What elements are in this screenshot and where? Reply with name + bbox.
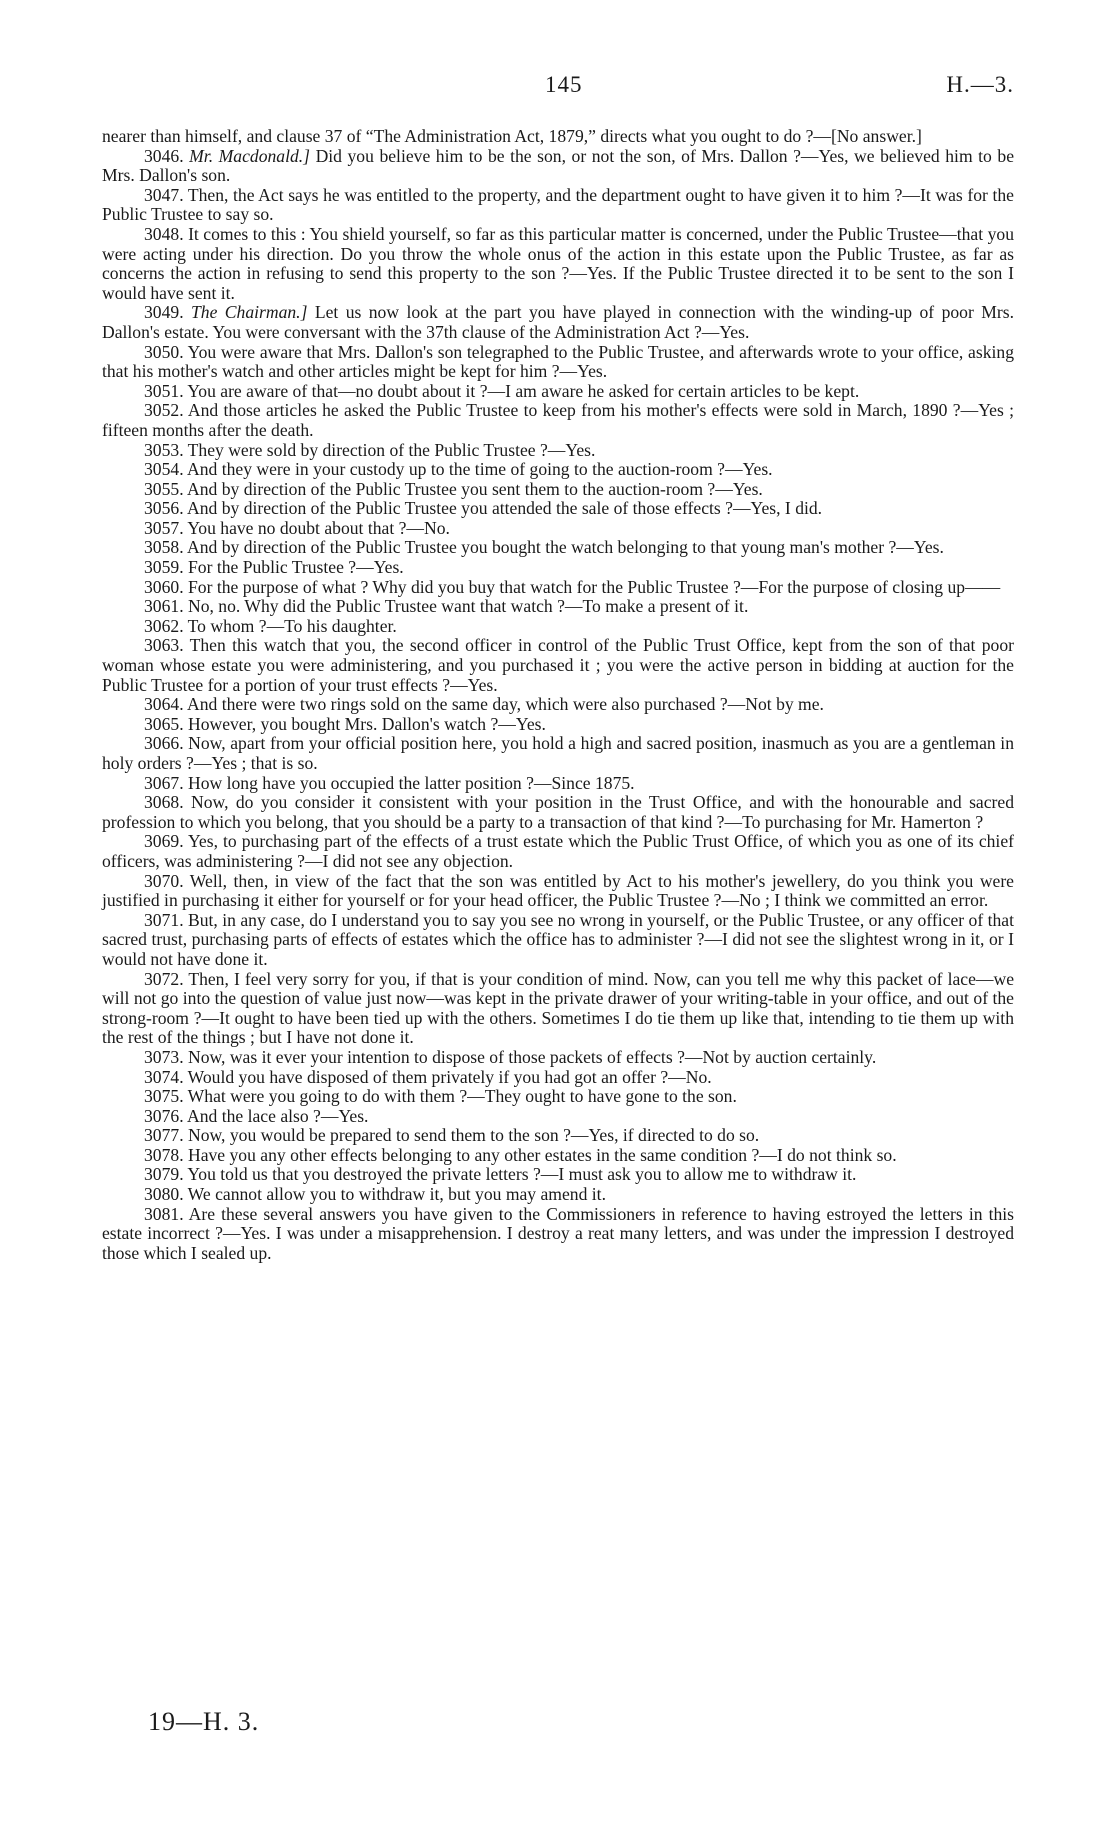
paragraph-text: 3079. You told us that you destroyed the private letters ?—I must ask you to allow me to withdraw it. — [144, 1164, 857, 1185]
paragraph-text: 3073. Now, was it ever your intention to dispose of those packets of effects ?—Not by auction certainly. — [144, 1046, 877, 1067]
paragraph — [102, 1146, 1014, 1166]
paragraph — [102, 734, 1014, 773]
document-reference: H.—3. — [946, 72, 1014, 97]
paragraph-text: 3060. For the purpose of what ? Why did you buy that watch for the Public Trustee ?—For the purpose of closing up—— — [144, 576, 1001, 597]
paragraph — [102, 617, 1014, 637]
paragraph-text: 3065. However, you bought Mrs. Dallon's watch ?—Yes. — [144, 713, 546, 734]
paragraph — [102, 1185, 1014, 1205]
paragraph — [102, 1068, 1014, 1088]
paragraph-text: 3063. Then this watch that you, the second officer in control of the Public Trust Office, kept from the son of that poor woman whose estate you were administering, and you purchased it ; you were the active person in bidding at auction for the Public Trustee for a portion of your trust effects ?—Yes. — [102, 635, 1014, 695]
speaker-label: 3049. The Chairman.] — [144, 302, 308, 323]
paragraph-text: 3077. Now, you would be prepared to send them to the son ?—Yes, if directed to do so. — [144, 1125, 760, 1146]
paragraph — [102, 793, 1014, 832]
paragraph — [102, 911, 1014, 970]
paragraph-text: 3050. You were aware that Mrs. Dallon's son telegraphed to the Public Trustee, and afterwards wrote to your office, asking that his mother's watch and other articles might be kept for him ?—Yes. — [102, 341, 1014, 382]
paragraph — [102, 382, 1014, 402]
paragraph — [102, 636, 1014, 695]
paragraph-text: 3057. You have no doubt about that ?—No. — [144, 517, 450, 538]
paragraph — [102, 343, 1014, 382]
paragraph — [102, 774, 1014, 794]
paragraph-text: 3069. Yes, to purchasing part of the effects of a trust estate which the Public Trust Office, of which you as one of its chief officers, was administering ?—I did not see any objection. — [102, 831, 1014, 871]
printer-signature-mark: 19—H. 3. — [148, 1707, 260, 1736]
paragraph — [102, 538, 1014, 558]
paragraph-text: 3072. Then, I feel very sorry for you, if that is your condition of mind. Now, can you tell me why this packet of lace—we will not go into the question of value just now—was kept in the private drawer of your writing-table in your office, and out of the strong-room ?—It ought to have been tied up with the others. Sometimes I do tie them up like that, intending to tie them up with the rest of the things ; but I have not done it. — [102, 968, 1014, 1048]
paragraph — [102, 441, 1014, 461]
paragraph-text: 3075. What were you going to do with them ?—They ought to have gone to the son. — [144, 1086, 737, 1107]
paragraph — [102, 597, 1014, 617]
paragraph-text: 3056. And by direction of the Public Trustee you attended the sale of those effects ?—Yes, I did. — [144, 498, 823, 519]
paragraph-text: 3048. It comes to this : You shield yourself, so far as this particular matter is concerned, under the Public Trustee—that you were acting under his direction. Do you throw the whole onus of the action in this estate upon the Public Trustee, as far as concerns the action in refusing to send this property to the son ?—Yes. If the Public Trustee directed it to be sent to the son I would have sent it. — [102, 223, 1014, 303]
paragraph-text: 3064. And there were two rings sold on the same day, which were also purchased ?—Not by me. — [144, 694, 824, 715]
paragraph-text: 3047. Then, the Act says he was entitled to the property, and the department ought to have given it to him ?—It was for the Public Trustee to say so. — [102, 184, 1014, 225]
paragraph-text: 3058. And by direction of the Public Trustee you bought the watch belonging to that young man's mother ?—Yes. — [144, 537, 944, 558]
paragraph-text: 3081. Are these several answers you have given to the Commissioners in reference to having estroyed the letters in this estate incorrect ?—Yes. I was under a misapprehension. I destroy a reat many letters, and was under the impression I destroyed those which I sealed up. — [102, 1203, 1014, 1263]
page-header — [0, 72, 1114, 104]
paragraph — [102, 1048, 1014, 1068]
paragraph-text: 3055. And by direction of the Public Trustee you sent them to the auction-room ?—Yes. — [144, 478, 763, 499]
paragraph — [102, 1165, 1014, 1185]
paragraph-text: Let us now look at the part you have played in connection with the winding-up of poor Mrs. Dallon's estate. You were conversant with the 37th clause of the Administration Act ?—Yes. — [102, 302, 1014, 342]
paragraph-text: 3078. Have you any other effects belonging to any other estates in the same condition ?—I do not think so. — [144, 1144, 897, 1165]
paragraph-text: 3051. You are aware of that—no doubt about it ?—I am aware he asked for certain articles to be kept. — [144, 380, 860, 401]
paragraph — [102, 578, 1014, 598]
paragraph-text: 3059. For the Public Trustee ?—Yes. — [144, 557, 404, 578]
paragraph-text: 3070. Well, then, in view of the fact that the son was entitled by Act to his mother's jewellery, do you think you were justified in purchasing it either for yourself or for your head officer, the Public Trustee ?—No ; I think we committed an error. — [102, 870, 1014, 911]
paragraph — [102, 480, 1014, 500]
paragraph — [102, 1126, 1014, 1146]
paragraph — [102, 460, 1014, 480]
paragraph-text: 3071. But, in any case, do I understand you to say you see no wrong in yourself, or the Public Trustee, or any officer of that sacred trust, purchasing parts of effects of estates which the office has to administer ?—I did not see the slightest wrong in it, or I would not have done it. — [102, 909, 1014, 969]
paragraph-text: 3067. How long have you occupied the latter position ?—Since 1875. — [144, 772, 635, 793]
paragraph — [102, 401, 1014, 440]
paragraph — [102, 186, 1014, 225]
paragraph — [102, 970, 1014, 1048]
paragraph-text: 3054. And they were in your custody up to the time of going to the auction-room ?—Yes. — [144, 459, 773, 480]
paragraph — [102, 519, 1014, 539]
document-body — [102, 127, 1014, 1263]
page-number: 145 — [545, 72, 583, 97]
paragraph — [102, 715, 1014, 735]
paragraph — [102, 225, 1014, 303]
paragraph-text: 3062. To whom ?—To his daughter. — [144, 615, 397, 636]
paragraph — [102, 832, 1014, 871]
paragraph — [102, 127, 1014, 147]
paragraph — [102, 558, 1014, 578]
paragraph — [102, 499, 1014, 519]
paragraph — [102, 1205, 1014, 1264]
paragraph-text: Did you believe him to be the son, or not the son, of Mrs. Dallon ?—Yes, we believed him to be Mrs. Dallon's son. — [102, 145, 1015, 186]
paragraph — [102, 1107, 1014, 1127]
paragraph — [102, 1087, 1014, 1107]
paragraph-text: 3080. We cannot allow you to withdraw it, but you may amend it. — [144, 1184, 606, 1205]
paragraph-text: nearer than himself, and clause 37 of “The Administration Act, 1879,” directs what you ought to do ?—[No answer.] — [102, 126, 922, 146]
paragraph-text: 3053. They were sold by direction of the Public Trustee ?—Yes. — [144, 439, 596, 460]
speaker-label: 3046. Mr. Macdonald.] — [144, 145, 311, 166]
paragraph-text: 3061. No, no. Why did the Public Trustee want that watch ?—To make a present of it. — [144, 596, 749, 617]
paragraph-text: 3052. And those articles he asked the Public Trustee to keep from his mother's effects were sold in March, 1890 ?—Yes ; fifteen months after the death. — [102, 400, 1014, 440]
paragraph-text: 3074. Would you have disposed of them privately if you had got an offer ?—No. — [144, 1066, 712, 1087]
paragraph — [102, 303, 1014, 342]
paragraph — [102, 695, 1014, 715]
paragraph-text: 3076. And the lace also ?—Yes. — [144, 1105, 369, 1126]
paragraph — [102, 147, 1014, 186]
paragraph-text: 3068. Now, do you consider it consistent with your position in the Trust Office, and with the honourable and sacred profession to which you belong, that you should be a party to a transaction of that kind ?—To purchasing for Mr. Hamerton ? — [102, 792, 1014, 832]
paragraph-text: 3066. Now, apart from your official position here, you hold a high and sacred position, inasmuch as you are a gentleman in holy orders ?—Yes ; that is so. — [102, 733, 1014, 773]
paragraph — [102, 872, 1014, 911]
